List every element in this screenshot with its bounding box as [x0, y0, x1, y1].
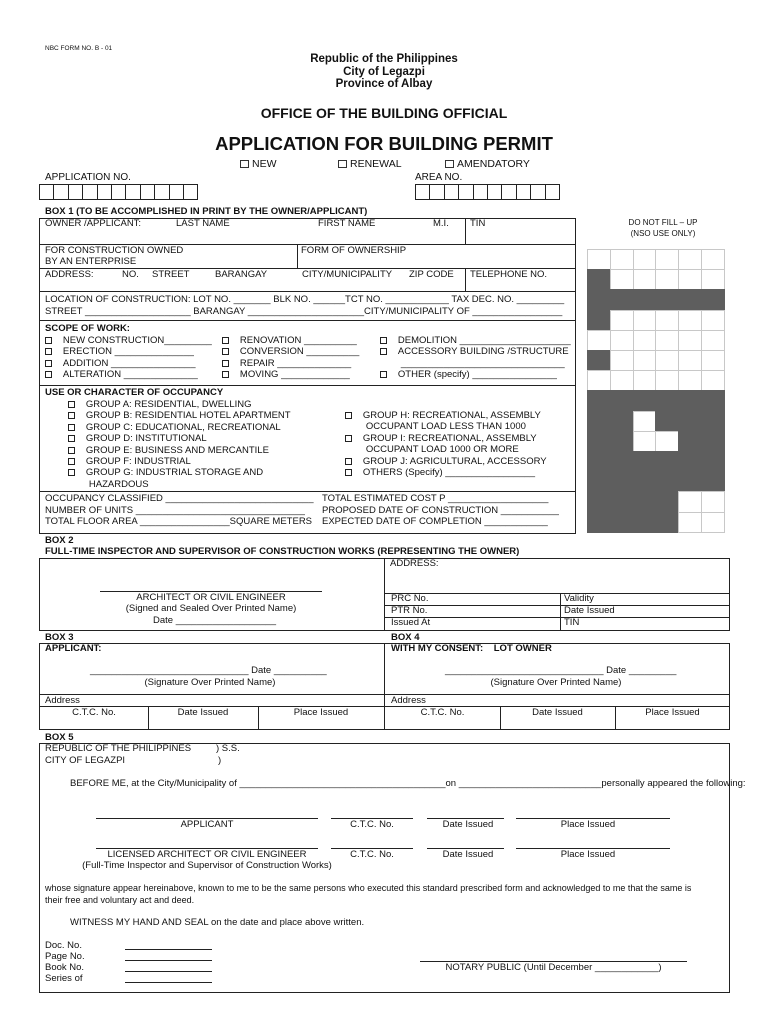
nso-grid-cell — [701, 269, 725, 290]
tin-label: TIN — [470, 218, 486, 229]
nso-grid-cell — [655, 512, 679, 533]
box2-label: BOX 2 — [45, 535, 74, 546]
nso-grid-cell — [701, 451, 725, 472]
nso-grid-cell — [587, 269, 611, 290]
nso-grid-cell — [678, 310, 702, 331]
nso-grid-cell — [587, 310, 611, 331]
nso-grid-cell — [655, 269, 679, 290]
proposed-date[interactable]: PROPOSED DATE OF CONSTRUCTION ___________ — [322, 505, 559, 516]
nso-grid-cell — [633, 269, 657, 290]
box3-signature-date[interactable]: ______________________________ Date __________ — [90, 665, 327, 676]
city-line: City of Legazpi — [343, 66, 425, 78]
acknowledgement-line-2: their free and voluntary act and deed. — [45, 895, 195, 905]
book-no-label: Book No. — [45, 962, 85, 973]
scope-accessory[interactable]: ACCESSORY BUILDING /STRUCTURE — [380, 346, 571, 357]
checkbox-icon[interactable] — [45, 337, 52, 344]
nso-grid-cell — [610, 330, 634, 351]
page-no-line[interactable] — [125, 960, 212, 961]
nso-grid-cell — [678, 249, 702, 270]
architect-label: ARCHITECT OR CIVIL ENGINEER — [136, 592, 286, 603]
republic-line: Republic of the Philippines — [310, 53, 458, 65]
nso-grid-cell — [633, 411, 657, 432]
nso-grid-cell — [633, 491, 657, 512]
nso-grid-cell — [701, 330, 725, 351]
scope-col-2 — [222, 335, 359, 381]
nso-grid-cell — [610, 512, 634, 533]
prc-label: PRC No. — [391, 593, 429, 604]
nso-grid-cell — [633, 249, 657, 270]
scope-col-1 — [45, 335, 212, 381]
nso-grid-cell — [678, 451, 702, 472]
paren-label: ) — [218, 755, 222, 766]
box4-ctc-label: C.T.C. No. — [420, 707, 465, 718]
occ-group-h[interactable]: GROUP H: RECREATIONAL, ASSEMBLY — [345, 410, 547, 421]
occ-group-g[interactable]: GROUP G: INDUSTRIAL STORAGE AND — [68, 467, 291, 478]
doc-no-label: Doc. No. — [45, 940, 82, 951]
occupancy-title: USE OR CHARACTER OF OCCUPANCY — [45, 387, 224, 398]
republic-ph-label: REPUBLIC OF THE PHILIPPINES — [45, 743, 192, 754]
nso-grid-cell — [701, 431, 725, 452]
nso-grid-cell — [587, 491, 611, 512]
box3-ctc-label: C.T.C. No. — [72, 707, 116, 718]
licensed-architect-label: LICENSED ARCHITECT OR CIVIL ENGINEER — [107, 849, 307, 860]
nso-grid-cell — [610, 289, 634, 310]
nso-grid-cell — [633, 370, 657, 391]
nso-grid-cell — [655, 431, 679, 452]
scope-moving[interactable]: MOVING _____________ — [222, 369, 359, 380]
nso-grid-cell — [655, 451, 679, 472]
checkbox-icon[interactable] — [345, 412, 352, 419]
nso-grid-cell — [633, 289, 657, 310]
before-me-text: BEFORE ME, at the City/Municipality of _______________________________________on ___________________________personally appeared the following: — [70, 778, 746, 789]
box5-place-issued-label-2: Place Issued — [560, 849, 616, 860]
box3-place-issued-label: Place Issued — [293, 707, 349, 718]
box5-ctc-label-1: C.T.C. No. — [350, 819, 394, 830]
nso-grid-cell — [587, 411, 611, 432]
occ-others[interactable]: OTHERS (Specify) _________________ — [345, 467, 547, 478]
form-ownership-label: FORM OF OWNERSHIP — [301, 245, 407, 256]
nso-grid-cell — [633, 330, 657, 351]
checkbox-icon[interactable] — [222, 348, 229, 355]
nso-grid-cell — [610, 411, 634, 432]
nso-grid-cell — [655, 370, 679, 391]
nso-grid-cell — [701, 471, 725, 492]
nso-grid-cell — [610, 491, 634, 512]
box2-date[interactable]: Date ___________________ — [153, 615, 277, 626]
occ-group-f[interactable]: GROUP F: INDUSTRIAL — [68, 456, 291, 467]
type-renewal-option[interactable]: RENEWAL — [338, 158, 402, 170]
nso-grid-cell — [655, 491, 679, 512]
checkbox-icon[interactable] — [68, 458, 75, 465]
construction-owned-label: FOR CONSTRUCTION OWNED — [45, 245, 184, 256]
nso-grid-cell — [701, 350, 725, 371]
nso-grid-cell — [587, 390, 611, 411]
application-no-boxes[interactable] — [39, 184, 197, 200]
page-no-label: Page No. — [45, 951, 85, 962]
scope-erection[interactable]: ERECTION _______________ — [45, 346, 212, 357]
checkbox-icon[interactable] — [380, 371, 387, 378]
box2-tin-label: TIN — [564, 617, 580, 628]
checkbox-icon[interactable] — [68, 469, 75, 476]
occ-group-i[interactable]: GROUP I: RECREATIONAL, ASSEMBLY — [345, 433, 547, 444]
occ-group-c[interactable]: GROUP C: EDUCATIONAL, RECREATIONAL — [68, 422, 291, 433]
nso-grid-cell — [610, 471, 634, 492]
nso-grid-cell — [678, 370, 702, 391]
nso-grid-cell — [587, 370, 611, 391]
scope-title: SCOPE OF WORK: — [45, 323, 130, 334]
nso-grid-cell — [633, 512, 657, 533]
box1-title: BOX 1 (TO BE ACCOMPLISHED IN PRINT BY THE OWNER/APPLICANT) — [45, 206, 368, 217]
nso-label-1: DO NOT FILL – UP — [628, 218, 698, 227]
mi-label: M.I. — [433, 218, 449, 229]
location-line-1: LOCATION OF CONSTRUCTION: LOT NO. _______ BLK NO. ______TCT NO. ____________ TAX DEC. NO. _________ — [45, 294, 565, 305]
occupancy-classified[interactable]: OCCUPANCY CLASSIFIED ____________________________ — [45, 493, 314, 504]
nso-grid-cell — [678, 491, 702, 512]
street-label: STREET — [152, 269, 190, 280]
nso-grid-cell — [587, 350, 611, 371]
nso-grid-cell — [678, 289, 702, 310]
address-label: ADDRESS: — [45, 269, 94, 280]
enterprise-label: BY AN ENTERPRISE — [45, 256, 137, 267]
occupancy-col-2 — [345, 410, 547, 478]
validity-label: Validity — [564, 593, 594, 604]
nso-grid-cell — [633, 350, 657, 371]
nso-grid-cell — [701, 411, 725, 432]
checkbox-icon[interactable] — [68, 435, 75, 442]
page-title: APPLICATION FOR BUILDING PERMIT — [215, 133, 553, 154]
nso-grid-cell — [678, 512, 702, 533]
nso-grid-cell — [655, 350, 679, 371]
nso-grid-cell — [678, 350, 702, 371]
box5-place-issued-label-1: Place Issued — [560, 819, 616, 830]
city-label: CITY/MUNICIPALITY — [302, 269, 393, 280]
ss-label: ) S.S. — [216, 743, 240, 754]
ptr-label: PTR No. — [391, 605, 428, 616]
nso-grid-cell — [633, 310, 657, 331]
box5-date-issued-label-2: Date Issued — [442, 849, 494, 860]
total-floor-area[interactable]: TOTAL FLOOR AREA _________________SQUARE METERS — [45, 516, 313, 527]
nso-grid-cell — [655, 471, 679, 492]
scope-conversion[interactable]: CONVERSION __________ — [222, 346, 359, 357]
area-no-label: AREA NO. — [415, 172, 463, 183]
scope-repair[interactable]: REPAIR ______________ — [222, 358, 359, 369]
zip-label: ZIP CODE — [409, 269, 454, 280]
nso-grid-cell — [701, 370, 725, 391]
witness-text: WITNESS MY HAND AND SEAL on the date and place above written. — [70, 917, 365, 928]
checkbox-icon[interactable] — [68, 424, 75, 431]
checkbox-icon[interactable] — [380, 348, 387, 355]
checkbox-icon[interactable] — [222, 371, 229, 378]
nso-grid-cell — [678, 330, 702, 351]
checkbox-icon[interactable] — [338, 160, 347, 168]
nso-grid-cell — [655, 289, 679, 310]
scope-demolition[interactable]: DEMOLITION _____________________ — [380, 335, 571, 346]
province-line: Province of Albay — [335, 78, 433, 90]
type-new-option[interactable]: NEW — [240, 158, 277, 170]
total-estimated-cost[interactable]: TOTAL ESTIMATED COST P ___________________ — [322, 493, 549, 504]
application-no-label: APPLICATION NO. — [45, 172, 131, 183]
checkbox-icon[interactable] — [222, 337, 229, 344]
nso-grid-cell — [701, 249, 725, 270]
nso-grid-cell — [701, 390, 725, 411]
checkbox-icon[interactable] — [68, 412, 75, 419]
nso-grid-cell — [610, 370, 634, 391]
nso-grid-cell — [587, 289, 611, 310]
nso-grid-cell — [701, 512, 725, 533]
barangay-label: BARANGAY — [215, 269, 268, 280]
acknowledgement-line-1: whose signature appear hereinabove, known to me to be the same persons who executed this standard prescribed form and acknowledged to me that the same is — [45, 883, 692, 893]
scope-col-3 — [380, 335, 571, 381]
box5-applicant-label: APPLICANT — [180, 819, 234, 830]
form-number: NBC FORM NO. B - 01 — [45, 45, 113, 52]
nso-grid-cell — [587, 471, 611, 492]
occ-group-a[interactable]: GROUP A: RESIDENTIAL, DWELLING — [68, 399, 291, 410]
scope-new-construction[interactable]: NEW CONSTRUCTION_________ — [45, 335, 212, 346]
nso-grid-cell — [678, 269, 702, 290]
fulltime-inspector-label: (Full-Time Inspector and Supervisor of Construction Works) — [82, 860, 332, 871]
box3-applicant-label: APPLICANT: — [45, 643, 102, 654]
checkbox-icon[interactable] — [380, 337, 387, 344]
checkbox-icon[interactable] — [345, 469, 352, 476]
nso-grid-cell — [587, 512, 611, 533]
checkbox-icon[interactable] — [45, 348, 52, 355]
no-label: NO. — [122, 269, 139, 280]
checkbox-icon[interactable] — [222, 360, 229, 367]
box4-address-label: Address — [391, 695, 426, 706]
checkbox-icon[interactable] — [240, 160, 249, 168]
number-of-units[interactable]: NUMBER OF UNITS ________________________________ — [45, 505, 305, 516]
box2-address-label: ADDRESS: — [390, 558, 439, 569]
doc-no-line[interactable] — [125, 949, 212, 950]
office-title: OFFICE OF THE BUILDING OFFICIAL — [260, 105, 508, 121]
nso-grid-cell — [678, 471, 702, 492]
box5-date-issued-label-1: Date Issued — [442, 819, 494, 830]
checkbox-icon[interactable] — [345, 458, 352, 465]
box5-label: BOX 5 — [45, 732, 74, 743]
telephone-label: TELEPHONE NO. — [470, 269, 548, 280]
nso-grid-cell — [587, 431, 611, 452]
nso-grid-cell — [587, 451, 611, 472]
city-legazpi-label: CITY OF LEGAZPI — [45, 755, 126, 766]
nso-grid-cell — [610, 431, 634, 452]
owner-label: OWNER /APPLICANT: — [45, 218, 142, 229]
occ-group-d[interactable]: GROUP D: INSTITUTIONAL — [68, 433, 291, 444]
nso-grid-cell — [633, 390, 657, 411]
area-no-boxes[interactable] — [415, 184, 559, 200]
nso-grid-cell — [678, 431, 702, 452]
box4-place-issued-label: Place Issued — [645, 707, 700, 718]
last-name-label: LAST NAME — [176, 218, 230, 229]
nso-grid-cell — [701, 289, 725, 310]
scope-alteration[interactable]: ALTERATION ______________ — [45, 369, 212, 380]
nso-grid-cell — [655, 390, 679, 411]
nso-label-2: (NSO USE ONLY) — [630, 229, 696, 238]
box3-label: BOX 3 — [45, 632, 74, 643]
nso-grid-cell — [610, 269, 634, 290]
nso-grid-cell — [633, 431, 657, 452]
series-line[interactable] — [125, 982, 212, 983]
nso-grid-cell — [610, 310, 634, 331]
nso-grid-cell — [610, 249, 634, 270]
scope-other[interactable]: OTHER (specify) ________________ — [380, 369, 571, 380]
nso-grid-cell — [610, 451, 634, 472]
checkbox-icon[interactable] — [45, 371, 52, 378]
checkbox-icon[interactable] — [445, 160, 454, 168]
nso-grid-cell — [610, 350, 634, 371]
box3-address-label: Address — [45, 695, 80, 706]
checkbox-icon[interactable] — [68, 447, 75, 454]
box2-title: FULL-TIME INSPECTOR AND SUPERVISOR OF CONSTRUCTION WORKS (REPRESENTING THE OWNER) — [45, 546, 520, 557]
scope-accessory-line[interactable]: _______________________________ — [400, 357, 565, 369]
box4-consent-label: WITH MY CONSENT: LOT OWNER — [391, 643, 552, 654]
book-no-line[interactable] — [125, 971, 212, 972]
nso-grid-cell — [678, 411, 702, 432]
nso-grid-cell — [655, 310, 679, 331]
nso-grid-cell — [633, 451, 657, 472]
box4-date-issued-label: Date Issued — [532, 707, 583, 718]
box3-date-issued-label: Date Issued — [177, 707, 229, 718]
box3-signature-label: (Signature Over Printed Name) — [144, 677, 276, 688]
checkbox-icon[interactable] — [45, 360, 52, 367]
occ-group-i-cont: OCCUPANT LOAD 1000 OR MORE — [365, 444, 519, 456]
type-amendatory-option[interactable]: AMENDATORY — [445, 158, 530, 170]
first-name-label: FIRST NAME — [318, 218, 376, 229]
occ-group-b[interactable]: GROUP B: RESIDENTIAL HOTEL APARTMENT — [68, 410, 291, 421]
scope-addition[interactable]: ADDITION ________________ — [45, 358, 212, 369]
box4-signature-date[interactable]: ______________________________ Date _________ — [445, 665, 677, 676]
scope-renovation[interactable]: RENOVATION __________ — [222, 335, 359, 346]
checkbox-icon[interactable] — [68, 401, 75, 408]
location-line-2: STREET ____________________ BARANGAY ______________________CITY/MUNICIPALITY OF _________________ — [45, 306, 563, 317]
nso-grid-cell — [587, 249, 611, 270]
nso-grid-cell — [633, 471, 657, 492]
series-label: Series of — [45, 973, 83, 984]
nso-grid-cell — [655, 330, 679, 351]
nso-grid-cell — [701, 310, 725, 331]
occ-group-h-cont: OCCUPANT LOAD LESS THAN 1000 — [365, 421, 526, 433]
nso-grid-cell — [587, 330, 611, 351]
occ-group-j[interactable]: GROUP J: AGRICULTURAL, ACCESSORY — [345, 456, 547, 467]
nso-grid-cell — [701, 491, 725, 512]
nso-grid-cell — [655, 411, 679, 432]
checkbox-icon[interactable] — [345, 435, 352, 442]
box2-date-issued-label: Date Issued — [564, 605, 615, 616]
box4-signature-label: (Signature Over Printed Name) — [490, 677, 622, 688]
nso-grid-cell — [610, 390, 634, 411]
occ-group-g-cont: HAZARDOUS — [88, 478, 149, 490]
occ-group-e[interactable]: GROUP E: BUSINESS AND MERCANTILE — [68, 445, 291, 456]
notary-public-label: NOTARY PUBLIC (Until December ____________) — [445, 962, 662, 973]
box4-label: BOX 4 — [391, 632, 420, 643]
completion-date[interactable]: EXPECTED DATE OF COMPLETION ____________ — [322, 516, 548, 527]
occupancy-col-1 — [68, 399, 291, 490]
issued-at-label: Issued At — [391, 617, 431, 628]
nso-grid-cell — [678, 390, 702, 411]
box5-ctc-label-2: C.T.C. No. — [350, 849, 394, 860]
signed-sealed-label: (Signed and Sealed Over Printed Name) — [125, 603, 297, 614]
nso-grid-cell — [655, 249, 679, 270]
